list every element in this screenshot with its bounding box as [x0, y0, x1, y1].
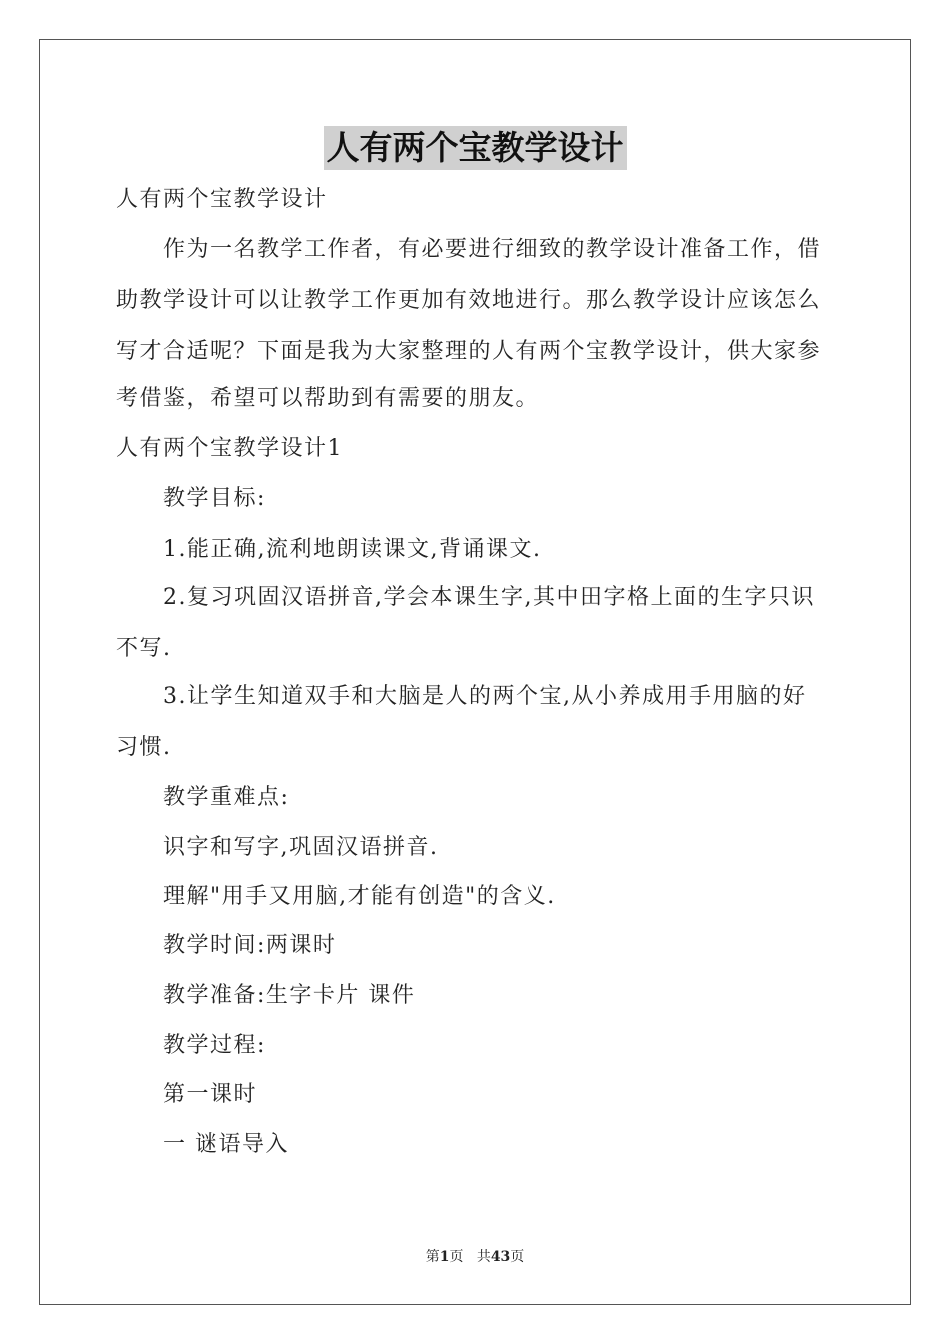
page-suffix: 页	[449, 1249, 464, 1265]
paragraph-line: 作为一名教学工作者，有必要进行细致的教学设计准备工作，借	[163, 237, 822, 262]
paragraph-line: 不写.	[116, 636, 172, 661]
document-title: 人有两个宝教学设计	[324, 126, 627, 170]
section-heading: 人有两个宝教学设计1	[116, 436, 343, 461]
paragraph-line: 助教学设计可以让教学工作更加有效地进行。那么教学设计应该怎么	[116, 288, 822, 313]
paragraph-line: 教学准备:生字卡片 课件	[163, 983, 416, 1008]
total-pages: 43	[490, 1249, 511, 1265]
paragraph-line: 理解"用手又用脑,才能有创造"的含义.	[163, 884, 556, 909]
paragraph-line: 考借鉴，希望可以帮助到有需要的朋友。	[116, 386, 540, 411]
paragraph-line: 教学重难点:	[163, 785, 290, 810]
paragraph-line: 3.让学生知道双手和大脑是人的两个宝,从小养成用手用脑的好	[163, 684, 807, 709]
page-prefix: 第	[425, 1249, 440, 1265]
page-footer	[0, 1246, 950, 1266]
paragraph-line: 教学时间:两课时	[163, 933, 337, 958]
total-suffix: 页	[510, 1249, 525, 1265]
paragraph-line: 写才合适呢？下面是我为大家整理的人有两个宝教学设计，供大家参	[116, 339, 822, 364]
title-container	[0, 126, 950, 170]
total-prefix: 共	[476, 1249, 491, 1265]
paragraph-line: 2.复习巩固汉语拼音,学会本课生字,其中田字格上面的生字只识	[163, 585, 815, 610]
paragraph-line: 教学目标:	[163, 486, 266, 511]
paragraph-line: 识字和写字,巩固汉语拼音.	[163, 835, 439, 860]
paragraph-line: 一 谜语导入	[163, 1132, 289, 1157]
page-border	[39, 39, 911, 1305]
paragraph-line: 第一课时	[163, 1082, 258, 1107]
paragraph-line: 习惯.	[116, 735, 172, 760]
paragraph-line: 1.能正确,流利地朗读课文,背诵课文.	[163, 537, 542, 562]
paragraph-line: 教学过程:	[163, 1033, 266, 1058]
subtitle-line: 人有两个宝教学设计	[116, 187, 328, 212]
page-number: 1	[439, 1249, 450, 1265]
